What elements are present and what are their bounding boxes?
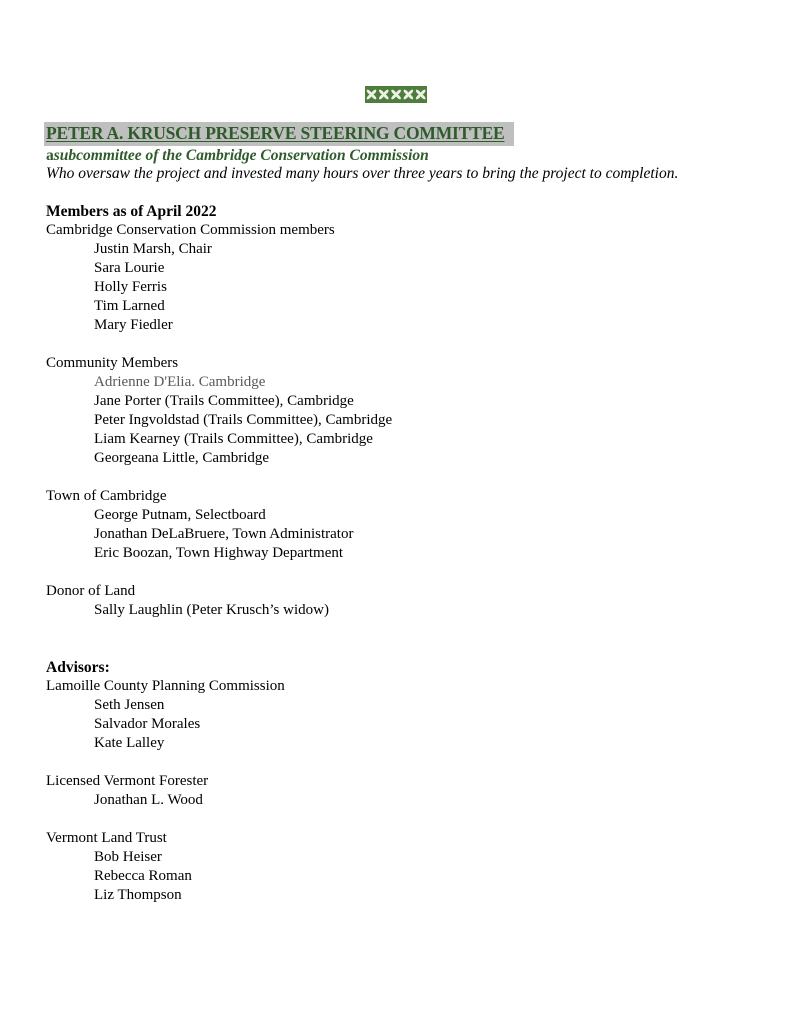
member-name: Jane Porter (Trails Committee), Cambridge	[94, 393, 354, 409]
section-label: Town of Cambridge	[46, 488, 167, 504]
member-name: Georgeana Little, Cambridge	[94, 450, 270, 466]
member-name: Liam Kearney (Trails Committee), Cambridge	[94, 431, 373, 447]
leaf-ornament-image	[365, 86, 427, 103]
document-content	[46, 86, 746, 905]
member-name: Justin Marsh, Chair	[94, 241, 212, 257]
section-label: Lamoille County Planning Commission	[46, 678, 285, 694]
member-name: Adrienne D'Elia. Cambridge	[94, 374, 266, 390]
member-name: Kate Lalley	[94, 735, 165, 751]
section-label: Licensed Vermont Forester	[46, 773, 209, 789]
member-name: Peter Ingvoldstad (Trails Committee), Cambridge	[94, 412, 393, 428]
member-section	[46, 487, 746, 563]
members-heading: Members as of April 2022	[46, 203, 217, 220]
member-section	[46, 582, 746, 620]
member-name: George Putnam, Selectboard	[94, 507, 266, 523]
member-name: Sally Laughlin (Peter Krusch’s widow)	[94, 602, 329, 618]
leaf-ornament-icon	[365, 86, 427, 103]
member-name: Jonathan L. Wood	[94, 792, 203, 808]
member-section	[46, 772, 746, 810]
section-label: Community Members	[46, 355, 179, 371]
member-sections	[46, 221, 746, 620]
section-label: Vermont Land Trust	[46, 830, 167, 846]
member-name: Mary Fiedler	[94, 317, 173, 333]
member-name: Holly Ferris	[94, 279, 167, 295]
page-subtitle	[46, 147, 746, 164]
subtitle-italic: subcommittee of the Cambridge Conservation Commission	[53, 147, 429, 164]
member-name: Tim Larned	[94, 298, 165, 314]
member-section	[46, 677, 746, 753]
page-title: PETER A. KRUSCH PRESERVE STEERING COMMITTEE	[44, 122, 514, 146]
member-name: Seth Jensen	[94, 697, 165, 713]
section-label: Cambridge Conservation Commission members	[46, 222, 335, 238]
member-name: Jonathan DeLaBruere, Town Administrator	[94, 526, 354, 542]
tagline: Who oversaw the project and invested many hours over three years to bring the project to completion.	[46, 165, 679, 182]
member-name: Rebecca Roman	[94, 868, 192, 884]
advisors-heading: Advisors:	[46, 659, 110, 676]
advisor-sections	[46, 677, 746, 905]
member-section	[46, 221, 746, 335]
member-name: Sara Lourie	[94, 260, 165, 276]
member-name: Salvador Morales	[94, 716, 201, 732]
member-section	[46, 829, 746, 905]
member-section	[46, 354, 746, 468]
member-name: Bob Heiser	[94, 849, 162, 865]
section-label: Donor of Land	[46, 583, 136, 599]
title-line	[46, 122, 746, 146]
member-name: Eric Boozan, Town Highway Department	[94, 545, 344, 561]
member-name: Liz Thompson	[94, 887, 182, 903]
subtitle-prefix: a	[46, 147, 54, 164]
